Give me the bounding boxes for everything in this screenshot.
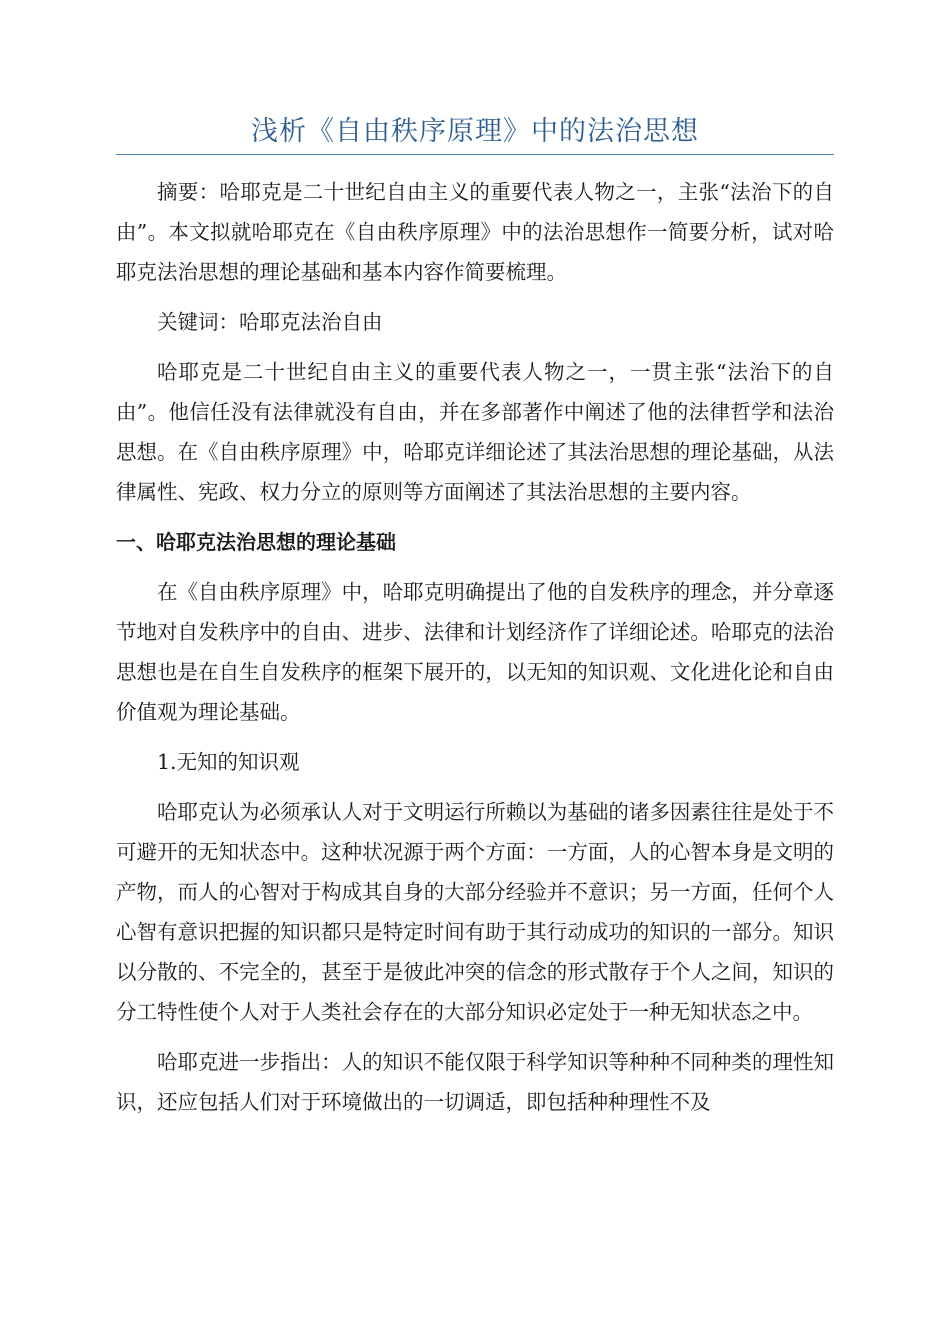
keywords-line: 关键词：哈耶克法治自由 [157,310,383,334]
intro-paragraph: 哈耶克是二十世纪自由主义的重要代表人物之一，一贯主张“法治下的自由”。他信任没有法律就没有自由，并在多部著作中阐述了他的法律哲学和法治思想。在《自由秩序原理》中，哈耶克详细论述了其法治思想的理论基础，从法律属性、宪政、权力分立的原则等方面阐述了其法治思想的主要内容。 [116,360,834,504]
section-paragraph: 在《自由秩序原理》中，哈耶克明确提出了他的自发秩序的理念，并分章逐节地对自发秩序中的自由、进步、法律和计划经济作了详细论述。哈耶克的法治思想也是在自生自发秩序的框架下展开的，以无知的知识观、文化进化论和自由价值观为理论基础。 [116,580,834,724]
document-title: 浅析《自由秩序原理》中的法治思想 [251,116,699,147]
subsection-paragraph: 哈耶克认为必须承认人对于文明运行所赖以为基础的诸多因素往往是处于不可避开的无知状态中。这种状况源于两个方面：一方面，人的心智本身是文明的产物，而人的心智对于构成其自身的大部分经验并不意识；另一方面，任何个人心智有意识把握的知识都只是特定时间有助于其行动成功的知识的一部分。知识以分散的、不完全的，甚至于是彼此冲突的信念的形式散存于个人之间，知识的分工特性使个人对于人类社会存在的大部分知识必定处于一种无知状态之中。 [116,800,834,1024]
document-body [116,172,834,1122]
subsection-heading: 1.无知的知识观 [157,750,300,774]
section-heading: 一、哈耶克法治思想的理论基础 [116,530,396,554]
title-underline [116,154,834,155]
abstract-paragraph: 摘要：哈耶克是二十世纪自由主义的重要代表人物之一，主张“法治下的自由”。本文拟就哈耶克在《自由秩序原理》中的法治思想作一简要分析，试对哈耶克法治思想的理论基础和基本内容作简要梳理。 [116,180,834,284]
subsection-paragraph: 哈耶克进一步指出：人的知识不能仅限于科学知识等种种不同种类的理性知识，还应包括人们对于环境做出的一切调适，即包括种种理性不及 [116,1050,834,1114]
